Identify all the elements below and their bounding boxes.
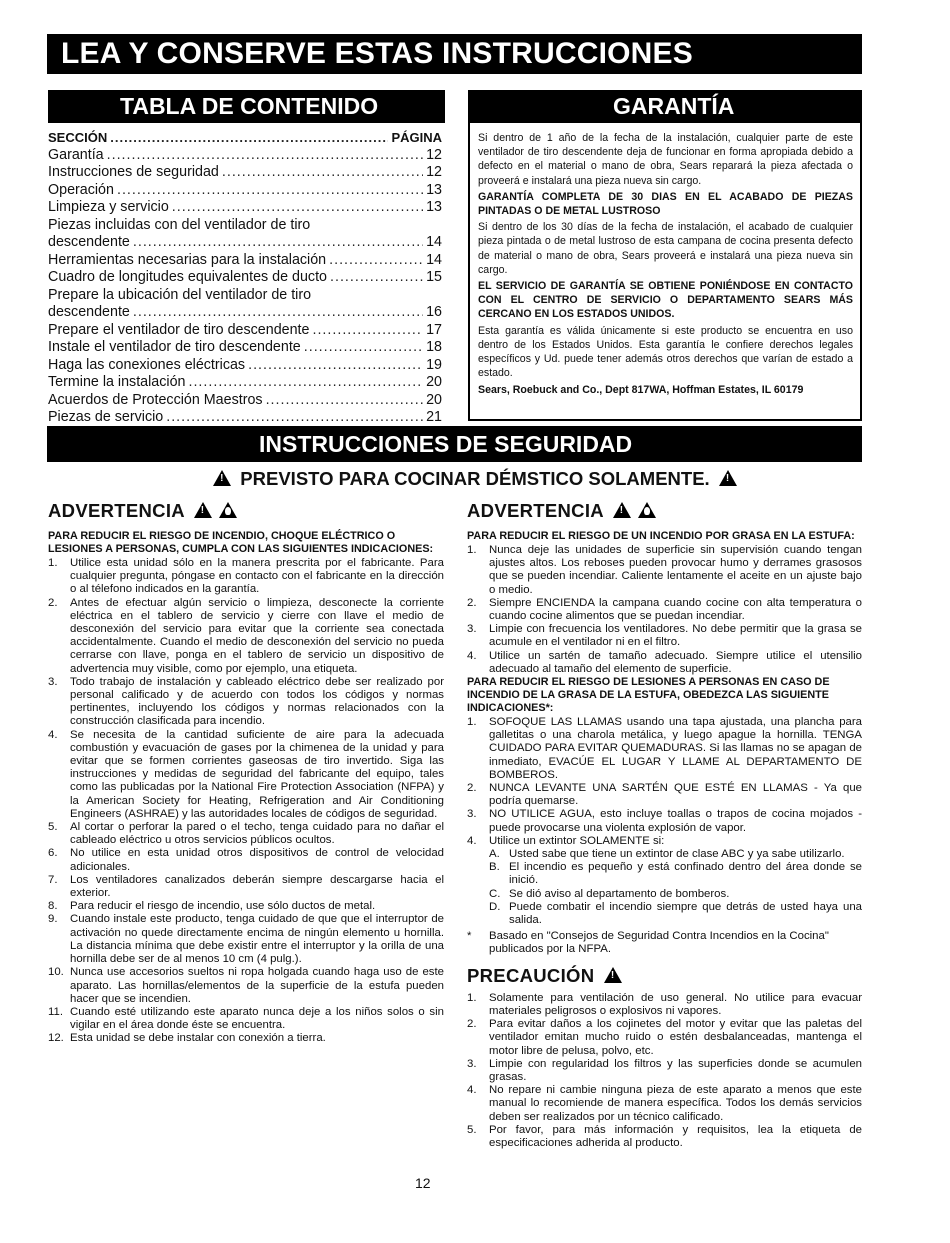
- toc-entry-page: 19: [426, 356, 442, 373]
- toc-entry-label: Cuadro de longitudes equivalentes de ducto: [48, 269, 327, 285]
- list-item: [489, 888, 862, 901]
- list-item: [467, 992, 862, 1018]
- list-item-text: Al cortar o perforar la pared o el techo, tenga cuidado para no dañar el cableado eléctrico u otros servicios públicos ocultos.: [70, 821, 444, 847]
- list-item-text: Nunca deje las unidades de superficie sin supervisión cuando tengan ajustes altos. Los reboses pueden provocar humo y derrames grasosos que se pueden incendiar. Caliente lentamente el aceite en un ajuste bajo o medio.: [489, 544, 862, 596]
- toc-entry-label: Limpieza y servicio: [48, 199, 169, 215]
- toc-entry-page: 14: [426, 234, 442, 250]
- safety-title: INSTRUCCIONES DE SEGURIDAD: [47, 426, 862, 462]
- toc-entry-page: 18: [426, 339, 442, 355]
- toc-entry-page: 21: [426, 409, 442, 425]
- grease-fire-lead: PARA REDUCIR EL RIESGO DE UN INCENDIO POR GRASA EN LA ESTUFA:: [467, 530, 855, 542]
- list-item: [467, 623, 862, 649]
- warranty-heading: EL SERVICIO DE GARANTÍA SE OBTIENE PONIÉNDOSE EN CONTACTO CON EL CENTRO DE SERVICIO O DEPARTAMENTO SEARS MÁS CERCANO EN LOS ESTADOS UNIDOS.: [478, 280, 853, 321]
- list-item-number: 3.: [48, 675, 58, 688]
- toc-page-header: PÁGINA: [391, 130, 442, 145]
- toc-entry-label: Prepare el ventilador de tiro descendente: [48, 321, 310, 338]
- list-item-text: Se necesita de la cantidad suficiente de aire para la adecuada combustión y evacuación de gases por la chimenea de la unidad y para evitar que se formen corrientes gaseosas de tiro invertido. Siga las instrucciones y medidas de seguridad del fabricante del equipo, tales como las publicadas por la National Fire Protection Association (NFPA) y la American Society for Heating, Refrigeration and Air Conditioning Engineers (ASHRAE) y las autoridades locales de códigos de seguridad.: [70, 728, 444, 820]
- injury-lead: PARA REDUCIR EL RIESGO DE LESIONES A PERSONAS EN CASO DE INCENDIO DE LA GRASA DE LA ESTUFA, OBEDEZCA LAS SIGUIENTE INDICACIONES*:: [467, 676, 830, 715]
- list-item-text: Nunca use accesorios sueltos ni ropa holgada cuando haga uso de este aparato. Las hornillas/elementos de la superficie de la estufa pueden hacer que se incendien.: [70, 966, 444, 1005]
- table-of-contents: [48, 129, 442, 427]
- list-item-text: Esta unidad se debe instalar con conexión a tierra.: [70, 1032, 326, 1045]
- list-item-number: 1.: [467, 991, 477, 1004]
- warning-title: ADVERTENCIA: [467, 500, 604, 521]
- list-item-text: Todo trabajo de instalación y cableado eléctrico debe ser realizado por personal calificado y de acuerdo con todos los códigos y normas pertinentes, incluyendo los códigos y normas relacionados con la construcción clasificada para incendio.: [70, 675, 444, 728]
- toc-entry-page: 20: [426, 374, 442, 390]
- list-item: [48, 821, 444, 847]
- warranty-paragraph: Si dentro de los 30 días de la fecha de instalación, el acabado de cualquier pieza pintada o de metal lustroso de esta campana de cocina presenta defecto de material o mano de obra, Sears proveerá e instalará una pieza nueva sin cargo.: [478, 221, 853, 276]
- fire-warning-icon: [219, 502, 237, 518]
- list-item-number: 4.: [48, 728, 58, 741]
- toc-entry: [48, 392, 442, 410]
- toc-entry: [48, 357, 442, 375]
- toc-entry-label: Haga las conexiones eléctricas: [48, 356, 246, 373]
- toc-entry-page: 12: [426, 164, 442, 180]
- list-item-number: 12.: [48, 1032, 64, 1045]
- list-item: [48, 966, 444, 1006]
- toc-entry: [48, 164, 442, 182]
- list-item-text: Limpie con frecuencia los ventiladores. No debe permitir que la grasa se acumule en el ventilador ni en el filtro.: [489, 623, 862, 649]
- toc-entry: [48, 252, 442, 270]
- toc-entry: [48, 147, 442, 165]
- toc-entry-page: 13: [426, 181, 442, 198]
- toc-header-row: [48, 129, 442, 147]
- list-item: [467, 544, 862, 597]
- toc-entry-label: Piezas de servicio: [48, 409, 164, 425]
- warranty-title: GARANTÍA: [468, 90, 862, 123]
- toc-entry-page: 12: [426, 146, 442, 163]
- precaution-list: [467, 992, 862, 1150]
- list-item-text: Cuando instale este producto, tenga cuidado de que que el interruptor de activación no quede directamente encima de ningún elemento u hornilla. La distancia mínima que debe existir entre el interruptor y la orilla de una hornilla debe ser de al menos 10 cm (4 pulg.).: [70, 913, 444, 966]
- list-item: [467, 1018, 862, 1058]
- list-item-number: 3.: [467, 1057, 477, 1070]
- list-item: [467, 1058, 862, 1084]
- toc-entry-label: descendente: [48, 304, 130, 320]
- page-banner-title: LEA Y CONSERVE ESTAS INSTRUCCIONES: [47, 34, 862, 74]
- left-warning-heading: [48, 500, 444, 522]
- right-warning-column: [467, 500, 862, 1150]
- list-item: [48, 597, 444, 676]
- right-warning-heading: [467, 500, 862, 522]
- list-item-text: Se dió aviso al departamento de bomberos.: [509, 887, 730, 900]
- list-item-number: D.: [489, 900, 501, 913]
- toc-entry-page: 13: [426, 199, 442, 215]
- toc-entry: [48, 339, 442, 357]
- toc-entry-label: Operación: [48, 181, 114, 198]
- list-item: [467, 1124, 862, 1150]
- list-item: [467, 835, 862, 848]
- precaution-title: PRECAUCIÓN: [467, 964, 595, 986]
- list-item: [48, 847, 444, 873]
- list-item-number: 1.: [48, 557, 58, 569]
- list-item-text: No repare ni cambie ninguna pieza de este aparato a menos que este manual lo recomiende de manera específica. Todos los demás servicios deben ser realizados por un técnico calificado.: [489, 1084, 862, 1123]
- list-item-text: El incendio es pequeño y está confinado dentro del área donde se inició.: [509, 861, 862, 887]
- list-item: [48, 900, 444, 913]
- list-item-number: 2.: [48, 596, 58, 609]
- toc-entry-label: Acuerdos de Protección Maestros: [48, 391, 263, 408]
- list-item-text: NUNCA LEVANTE UNA SARTÉN QUE ESTÉ EN LLAMAS - Ya que podría quemarse.: [489, 782, 862, 808]
- toc-entry-page: 17: [426, 321, 442, 338]
- warning-triangle-icon: [604, 967, 622, 983]
- list-item-number: 11.: [48, 1005, 63, 1018]
- nfpa-note: * Basado en "Consejos de Seguridad Contra Incendios en la Cocina" publicados por la NFPA.: [467, 930, 829, 956]
- list-item-text: NO UTILICE AGUA, esto incluye toallas o trapos de cocina mojados - puede provocarse una violenta explosión de vapor.: [489, 808, 862, 834]
- fire-warning-icon: [638, 502, 656, 518]
- intended-use-text: PREVISTO PARA COCINAR DÉMSTICO SOLAMENTE.: [240, 468, 710, 489]
- list-item: [467, 808, 862, 834]
- list-item: [489, 848, 862, 861]
- toc-entry: [48, 199, 442, 217]
- warranty-heading: GARANTÍA COMPLETA DE 30 DIAS EN EL ACABADO DE PIEZAS PINTADAS O DE METAL LUSTROSO: [478, 190, 853, 218]
- precaution-heading: [467, 965, 862, 987]
- list-item: [48, 676, 444, 729]
- list-item-text: Usted sabe que tiene un extintor de clase ABC y ya sabe utilizarlo.: [509, 848, 845, 861]
- list-item: [48, 913, 444, 966]
- toc-entry-label: Piezas incluidas con del ventilador de tiro: [48, 216, 311, 233]
- intended-use-line: [0, 468, 950, 490]
- toc-section-header: SECCIÓN: [48, 130, 108, 145]
- toc-entries: [48, 147, 442, 427]
- list-item-number: 8.: [48, 900, 58, 913]
- list-item-text: Para evitar daños a los cojinetes del motor y evitar que las paletas del ventilador emitan mucho ruido o estén desbalanceadas, mantenga el motor libre de pelusa, polvo, etc.: [489, 1018, 862, 1057]
- warning-triangle-icon: [213, 470, 231, 486]
- warranty-box: [468, 123, 862, 421]
- toc-entry: [48, 182, 442, 200]
- list-item-text: SOFOQUE LAS LLAMAS usando una tapa ajustada, una plancha para galletitas o una charola metálica, y luego apague la hornilla. TENGA CUIDADO PARA EVITAR QUEMADURAS. Si las llamas no se apagan de inmediato, EVACÚE EL LUGAR Y LLAME AL DEPARTAMENTO DE BOMBEROS.: [489, 716, 862, 781]
- warranty-paragraph: Esta garantía es válida únicamente si este producto se encuentra en uso dentro de los Estados Unidos. Esta garantía le confiere derechos legales específicos y Ud. puede tener además otros derechos que varían de estado a estado.: [478, 324, 853, 380]
- list-item-text: Utilice un extintor SOLAMENTE si:: [489, 834, 665, 847]
- toc-entry: [48, 269, 442, 287]
- toc-entry: [48, 322, 442, 340]
- toc-entry-label: Garantía: [48, 146, 104, 163]
- toc-entry-label: Termine la instalación: [48, 374, 186, 390]
- list-item-number: 1.: [467, 544, 477, 556]
- warning-title: ADVERTENCIA: [48, 500, 185, 521]
- toc-entry: [48, 374, 442, 392]
- list-item-number: 2.: [467, 1018, 477, 1031]
- toc-entry-page: 16: [426, 304, 442, 320]
- list-item-text: No utilice en esta unidad otros dispositivos de control de velocidad adicionales.: [70, 847, 444, 873]
- warning-triangle-icon: [613, 502, 631, 518]
- left-warning-list: [48, 557, 444, 1046]
- warranty-address: Sears, Roebuck and Co., Dept 817WA, Hoffman Estates, IL 60179: [478, 384, 804, 397]
- list-item-text: Utilice un sartén de tamaño adecuado. Siempre utilice el utensilio adecuado al tamaño del elemento de superficie.: [489, 649, 862, 675]
- list-item-text: Los ventiladores canalizados deberán siempre descargarse hacia el exterior.: [70, 873, 444, 900]
- list-item: [48, 1006, 444, 1032]
- list-item: [467, 597, 862, 623]
- list-item-number: 4.: [467, 1084, 477, 1097]
- toc-entry-page: 15: [426, 269, 442, 285]
- list-item-number: 4.: [467, 834, 477, 847]
- list-item-number: 2.: [467, 782, 477, 795]
- toc-entry: [48, 234, 442, 252]
- list-item-text: Solamente para ventilación de uso general. No utilice para evacuar materiales peligrosos o explosivos ni vapores.: [489, 991, 862, 1017]
- list-item-text: Por favor, para más información y requisitos, lea la etiqueta de especificaciones adherida al producto.: [489, 1123, 862, 1149]
- list-item-text: Utilice esta unidad sólo en la manera prescrita por el fabricante. Para cualquier pregunta, póngase en contacto con el fabricante en la dirección o al télefono indicados en la garantía.: [70, 557, 444, 596]
- list-item-text: Siempre ENCIENDA la campana cuando cocine con alta temperatura o cuando cocine alimentos que se puedan incendiar.: [489, 596, 862, 623]
- toc-entry: [48, 409, 442, 427]
- list-item: [48, 729, 444, 821]
- list-item-number: 2.: [467, 596, 477, 609]
- extinguisher-conditions-list: [489, 848, 862, 927]
- page-number: 12: [415, 1175, 431, 1191]
- list-item-number: 3.: [467, 623, 477, 636]
- injury-list: [467, 716, 862, 848]
- warranty-paragraph: Si dentro de 1 año de la fecha de la instalación, cualquier parte de este ventilador de tiro descendente deja de funcionar en forma apropiada debido a defecto en el material o mano de obra, Sears reparará la pieza afectada o proveerá e instalará una pieza nueva sin cargo.: [478, 132, 853, 187]
- list-item-number: 10.: [48, 966, 64, 979]
- toc-title: TABLA DE CONTENIDO: [48, 90, 445, 123]
- grease-fire-list: [467, 544, 862, 676]
- list-item-text: Cuando esté utilizando este aparato nunca deje a los niños solos o sin vigilar en el área donde éste se encuentra.: [70, 1005, 444, 1032]
- list-item: [467, 650, 862, 676]
- toc-entry-label: Instale el ventilador de tiro descendente: [48, 339, 301, 355]
- list-item-number: 1.: [467, 716, 477, 729]
- toc-entry-page: 14: [426, 251, 442, 268]
- list-item-number: A.: [489, 848, 500, 861]
- list-item: [48, 557, 444, 597]
- list-item-text: Puede combatir el incendio siempre que detrás de usted haya una salida.: [509, 900, 862, 927]
- warning-triangle-icon: [194, 502, 212, 518]
- list-item-number: 6.: [48, 847, 58, 860]
- toc-entry-label: Instrucciones de seguridad: [48, 164, 219, 180]
- list-item: [489, 901, 862, 927]
- warning-triangle-icon: [719, 470, 737, 486]
- left-warning-lead: PARA REDUCIR EL RIESGO DE INCENDIO, CHOQUE ELÉCTRICO O LESIONES A PERSONAS, CUMPLA CON LAS SIGUIENTES INDICACIONES:: [48, 530, 434, 555]
- list-item-number: 7.: [48, 873, 58, 886]
- list-item-number: 5.: [467, 1123, 477, 1136]
- list-item: [489, 861, 862, 887]
- left-warning-column: [48, 500, 444, 1046]
- list-item: [48, 874, 444, 900]
- list-item-number: 4.: [467, 649, 477, 662]
- list-item-text: Antes de efectuar algún servicio o limpieza, desconecte la corriente eléctrica en el tablero de servicio y cierre con llave el medio de desconexión del servicio para evitar que la corriente sea conectada accidentalmente. Cuando el medio de desconexión del servicio no pueda cerrarse con llave, ponga en el tablero de servicio un dispositivo de advertencia muy visible, como por ejemplo, una etiqueta.: [70, 596, 444, 675]
- list-item-number: C.: [489, 887, 501, 900]
- list-item: [467, 1084, 862, 1124]
- list-item-number: 5.: [48, 821, 58, 834]
- list-item-text: Para reducir el riesgo de incendio, use sólo ductos de metal.: [70, 900, 376, 913]
- toc-entry: [48, 304, 442, 322]
- list-item-number: 3.: [467, 808, 477, 821]
- list-item-number: 9.: [48, 913, 58, 926]
- toc-entry-label: Prepare la ubicación del ventilador de tiro: [48, 286, 312, 303]
- toc-entry-page: 20: [426, 391, 442, 408]
- list-item-text: Limpie con regularidad los filtros y las superficies donde se acumulen grasas.: [489, 1057, 862, 1083]
- list-item: [467, 716, 862, 782]
- list-item: [467, 782, 862, 808]
- toc-entry-label: Herramientas necesarias para la instalación: [48, 251, 327, 268]
- toc-entry-label: descendente: [48, 234, 130, 250]
- list-item-number: B.: [489, 861, 500, 874]
- list-item: [48, 1032, 444, 1045]
